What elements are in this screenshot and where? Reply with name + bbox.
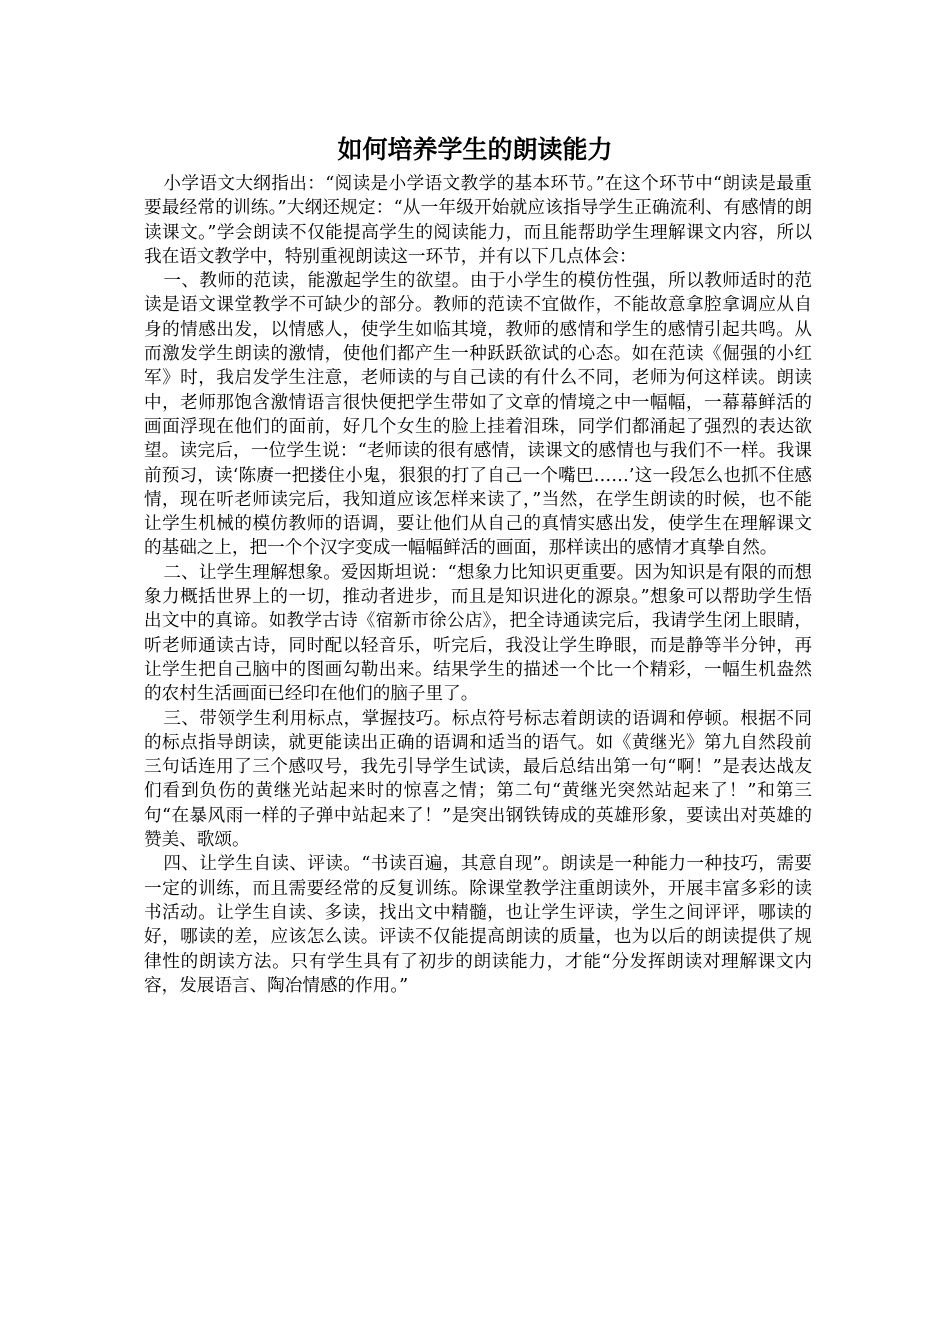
document-body [144, 172, 812, 998]
section-1-paragraph: 一、教师的范读，能激起学生的欲望。由于小学生的模仿性强，所以教师适时的范读是语文课堂教学不可缺少的部分。教师的范读不宜做作，不能故意拿腔拿调应从自身的情感出发，以情感人，使学生如临其境，教师的感情和学生的感情引起共鸣。从而激发学生朗读的激情，使他们都产生一种跃跃欲试的心态。如在范读《倔强的小红军》时，我启发学生注意，老师读的与自己读的有什么不同，老师为何这样读。朗读中，老师那饱含激情语言很快便把学生带如了文章的情境之中一幅幅，一幕幕鲜活的画面浮现在他们的面前，好几个女生的脸上挂着泪珠，同学们都涌起了强烈的表达欲望。读完后，一位学生说：“老师读的很有感情，读课文的感情也与我们不一样。我课前预习，读‘陈赓一把搂住小鬼，狠狠的打了自己一个嘴巴……’这一段怎么也抓不住感情，现在听老师读完后，我知道应该怎样来读了，”当然，在学生朗读的时候，也不能让学生机械的模仿教师的语调，要让他们从自己的真情实感出发，使学生在理解课文的基础之上，把一个个汉字变成一幅幅鲜活的画面，那样读出的感情才真挚自然。 [144, 271, 812, 559]
intro-paragraph: 小学语文大纲指出：“阅读是小学语文教学的基本环节。”在这个环节中“朗读是最重要最经常的训练。”大纲还规定：“从一年级开始就应该指导学生正确流利、有感情的朗读课文。”学会朗读不仅能提高学生的阅读能力，而且能帮助学生理解课文内容，所以我在语文教学中，特别重视朗读这一环节，并有以下几点体会： [144, 174, 812, 267]
section-2-paragraph: 二、让学生理解想象。爱因斯坦说：“想象力比知识更重要。因为知识是有限的而想象力概括世界上的一切，推动者进步，而且是知识进化的源泉。”想象可以帮助学生悟出文中的真谛。如教学古诗《宿新市徐公店》，把全诗通读完后，我请学生闭上眼睛，听老师通读古诗，同时配以轻音乐，听完后，我没让学生睁眼，而是静等半分钟，再让学生把自己脑中的图画勾勒出来。结果学生的描述一个比一个精彩，一幅生机盎然的农村生活画面已经印在他们的脑子里了。 [144, 562, 812, 705]
section-4-paragraph: 四、让学生自读、评读。“书读百遍，其意自现”。朗读是一种能力一种技巧，需要一定的训练，而且需要经常的反复训练。除课堂教学注重朗读外，开展丰富多彩的读书活动。让学生自读、多读，找出文中精髓，也让学生评读，学生之间评评，哪读的好，哪读的差，应该怎么读。评读不仅能提高朗读的质量，也为以后的朗读提供了规律性的朗读方法。只有学生具有了初步的朗读能力，才能“分发挥朗读对理解课文内容，发展语言、陶冶情感的作用。” [144, 854, 812, 996]
document-title: 如何培养学生的朗读能力 [337, 135, 613, 164]
section-3-paragraph: 三、带领学生利用标点，掌握技巧。标点符号标志着朗读的语调和停顿。根据不同的标点指导朗读，就更能读出正确的语调和适当的语气。如《黄继光》第九自然段前三句话连用了三个感叹号，我先引导学生试读，最后总结出第一句“啊！”是表达战友们看到负伤的黄继光站起来时的惊喜之情；第二句“黄继光突然站起来了！”和第三句“在暴风雨一样的子弹中站起来了！”是突出钢铁铸成的英雄形象，要读出对英雄的赞美、歌颂。 [144, 708, 812, 851]
